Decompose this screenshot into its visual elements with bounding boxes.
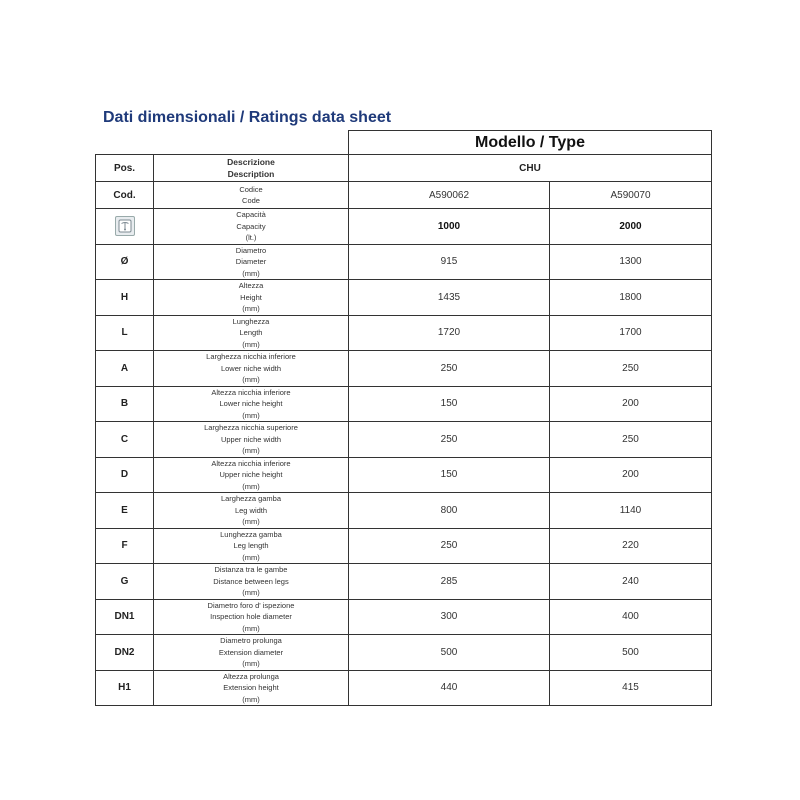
row-description-line: Altezza nicchia inferiore <box>211 387 291 397</box>
capacity-row <box>96 209 712 245</box>
row-value-model-2: 200 <box>550 386 712 422</box>
row-description-line: Altezza <box>238 281 264 290</box>
row-description-line: Inspection hole diameter <box>210 612 292 621</box>
row-value-model-2: 240 <box>550 564 712 600</box>
code-pos: Cod. <box>96 182 154 209</box>
row-description-line: (mm) <box>242 268 260 278</box>
description-header-line: Descrizione <box>227 157 275 167</box>
row-pos: H1 <box>96 670 154 706</box>
type-name: CHU <box>349 155 712 182</box>
row-value-model-2: 250 <box>550 351 712 387</box>
row-description-line: (mm) <box>242 481 260 491</box>
row-description-line: (mm) <box>242 659 260 668</box>
code-value-model-1: A590062 <box>349 182 550 209</box>
row-pos: L <box>96 315 154 351</box>
row-value-model-1: 1720 <box>349 315 550 351</box>
code-description-line: Codice <box>239 184 263 194</box>
row-description <box>154 315 349 351</box>
row-description-line: Leg length <box>233 541 269 550</box>
row-description <box>154 386 349 422</box>
row-description-line: (mm) <box>242 552 260 562</box>
table-row <box>96 386 712 422</box>
row-value-model-2: 500 <box>550 635 712 671</box>
row-value-model-2: 1140 <box>550 493 712 529</box>
description-header <box>154 155 349 182</box>
row-pos: DN2 <box>96 635 154 671</box>
description-header-line: Description <box>227 169 275 179</box>
table-row <box>96 670 712 706</box>
row-description-line: (mm) <box>242 694 260 704</box>
row-value-model-1: 250 <box>349 351 550 387</box>
capacity-pos <box>96 209 154 245</box>
row-value-model-1: 915 <box>349 244 550 280</box>
row-value-model-1: 150 <box>349 457 550 493</box>
code-description <box>154 182 349 209</box>
row-description <box>154 493 349 529</box>
code-row <box>96 182 712 209</box>
table-row <box>96 599 712 635</box>
row-description <box>154 599 349 635</box>
tank-capacity-icon <box>115 216 135 236</box>
table-row <box>96 457 712 493</box>
row-value-model-1: 300 <box>349 599 550 635</box>
table-row <box>96 280 712 316</box>
pos-header: Pos. <box>96 155 154 182</box>
row-description-line: Extension height <box>223 683 279 692</box>
row-description-line: Distanza tra le gambe <box>214 565 288 574</box>
row-pos: A <box>96 351 154 387</box>
model-header: Modello / Type <box>349 131 712 155</box>
row-description-line: Diametro prolunga <box>220 636 282 645</box>
row-description-line: Altezza nicchia inferiore <box>211 458 291 468</box>
row-description-line: (mm) <box>242 410 260 420</box>
row-description-line: Lunghezza <box>232 316 270 326</box>
row-description-line: Altezza prolunga <box>223 671 279 681</box>
row-description-line: Distance between legs <box>213 576 289 586</box>
row-description-line: Upper niche width <box>220 434 282 444</box>
description-header-row <box>96 155 712 182</box>
row-pos: F <box>96 528 154 564</box>
row-description-line: Diameter <box>235 257 267 266</box>
row-pos: E <box>96 493 154 529</box>
row-description-line: Length <box>239 328 263 337</box>
row-pos: D <box>96 457 154 493</box>
model-header-spacer <box>96 131 349 155</box>
row-description-line: (mm) <box>242 375 260 384</box>
row-description-line: (mm) <box>242 623 260 633</box>
row-description <box>154 244 349 280</box>
row-description <box>154 457 349 493</box>
table-row <box>96 422 712 458</box>
row-description-line: Height <box>240 292 262 302</box>
row-description-line: (mm) <box>242 339 260 349</box>
row-pos: C <box>96 422 154 458</box>
row-description-line: (mm) <box>242 588 260 597</box>
row-description <box>154 635 349 671</box>
row-value-model-2: 1700 <box>550 315 712 351</box>
row-description-line: (mm) <box>242 517 260 526</box>
row-description <box>154 422 349 458</box>
capacity-description-line: (lt.) <box>245 233 257 242</box>
row-value-model-2: 400 <box>550 599 712 635</box>
row-pos: DN1 <box>96 599 154 635</box>
capacity-value-model-1: 1000 <box>349 209 550 245</box>
table-row <box>96 528 712 564</box>
page-title: Dati dimensionali / Ratings data sheet <box>103 109 392 126</box>
row-value-model-2: 220 <box>550 528 712 564</box>
table-row <box>96 493 712 529</box>
row-description <box>154 670 349 706</box>
code-value-model-2: A590070 <box>550 182 712 209</box>
row-pos: H <box>96 280 154 316</box>
row-value-model-2: 250 <box>550 422 712 458</box>
row-value-model-1: 800 <box>349 493 550 529</box>
ratings-table <box>95 130 712 706</box>
row-description-line: Upper niche height <box>219 470 283 479</box>
row-description-line: Larghezza nicchia superiore <box>204 423 298 432</box>
row-description-line: Lower niche width <box>220 363 282 373</box>
model-header-row <box>96 131 712 155</box>
row-description-line: Diametro foro d' ispezione <box>207 600 295 610</box>
row-description-line: Extension diameter <box>218 647 284 657</box>
ratings-data-sheet <box>95 130 711 704</box>
table-row <box>96 315 712 351</box>
table-row <box>96 635 712 671</box>
row-description-line: Lunghezza gamba <box>220 529 282 539</box>
row-description <box>154 528 349 564</box>
row-description-line: (mm) <box>242 446 260 455</box>
row-value-model-2: 1800 <box>550 280 712 316</box>
row-value-model-1: 250 <box>349 528 550 564</box>
table-row <box>96 244 712 280</box>
row-pos: Ø <box>96 244 154 280</box>
table-row <box>96 351 712 387</box>
row-value-model-2: 200 <box>550 457 712 493</box>
row-value-model-2: 1300 <box>550 244 712 280</box>
row-description <box>154 351 349 387</box>
capacity-description-line: Capacità <box>236 210 266 219</box>
row-description-line: Larghezza nicchia inferiore <box>206 352 296 361</box>
capacity-description <box>154 209 349 245</box>
row-value-model-1: 285 <box>349 564 550 600</box>
capacity-description-line: Capacity <box>236 221 266 231</box>
capacity-value-model-2: 2000 <box>550 209 712 245</box>
row-description-line: Larghezza gamba <box>220 494 282 503</box>
table-row <box>96 564 712 600</box>
row-description-line: (mm) <box>242 304 260 313</box>
row-description-line: Lower niche height <box>219 399 283 408</box>
row-value-model-1: 440 <box>349 670 550 706</box>
row-value-model-1: 150 <box>349 386 550 422</box>
code-description-line: Code <box>242 196 260 205</box>
row-description-line: Leg width <box>234 505 268 515</box>
row-description <box>154 280 349 316</box>
row-description <box>154 564 349 600</box>
row-value-model-1: 250 <box>349 422 550 458</box>
row-value-model-1: 500 <box>349 635 550 671</box>
row-pos: B <box>96 386 154 422</box>
row-value-model-1: 1435 <box>349 280 550 316</box>
row-description-line: Diametro <box>235 245 267 255</box>
row-value-model-2: 415 <box>550 670 712 706</box>
row-pos: G <box>96 564 154 600</box>
